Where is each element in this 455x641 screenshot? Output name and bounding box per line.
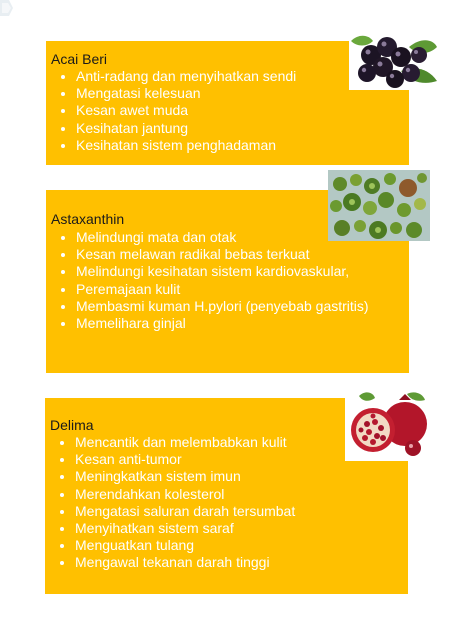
list-item: • Anti-radang dan menyihatkan sendi: [76, 68, 376, 85]
benefit-list: [45, 434, 375, 572]
benefit-list: [46, 229, 394, 332]
list-item: • Kesan melawan radikal bebas terkuat: [76, 246, 394, 263]
card-title: Acai Beri: [51, 51, 108, 67]
list-item: • Melindungi mata dan otak: [76, 229, 394, 246]
list-item: • Kesan anti-tumor: [75, 451, 375, 468]
list-item: • Peremajaan kulit: [76, 281, 394, 298]
pomegranate-photo: [345, 390, 431, 461]
microalgae-photo: [328, 170, 430, 241]
list-item: • Kesihatan jantung: [76, 120, 376, 137]
acai-berry-photo: [349, 27, 438, 90]
list-item: • Merendahkan kolesterol: [75, 486, 375, 503]
list-item: • Meningkatkan sistem imun: [75, 468, 375, 485]
list-item: • Menguatkan tulang: [75, 537, 375, 554]
list-item: • Menyihatkan sistem saraf: [75, 520, 375, 537]
list-item: • Melindungi kesihatan sistem kardiovaskular,: [76, 263, 394, 280]
list-item: • Kesan awet muda: [76, 102, 376, 119]
list-item: • Membasmi kuman H.pylori (penyebab gastritis): [76, 298, 394, 315]
list-item: • Memelihara ginjal: [76, 315, 394, 332]
list-item: • Mengatasi saluran darah tersumbat: [75, 503, 375, 520]
corner-decoration-icon: [0, 0, 14, 16]
list-item: • Mengatasi kelesuan: [76, 85, 376, 102]
card-title: Astaxanthin: [51, 211, 125, 227]
card-title: Delima: [50, 417, 94, 433]
list-item: • Kesihatan sistem penghadaman: [76, 137, 376, 154]
list-item: • Mencantik dan melembabkan kulit: [75, 434, 375, 451]
list-item: • Mengawal tekanan darah tinggi: [75, 554, 375, 571]
benefit-list: [46, 68, 376, 154]
